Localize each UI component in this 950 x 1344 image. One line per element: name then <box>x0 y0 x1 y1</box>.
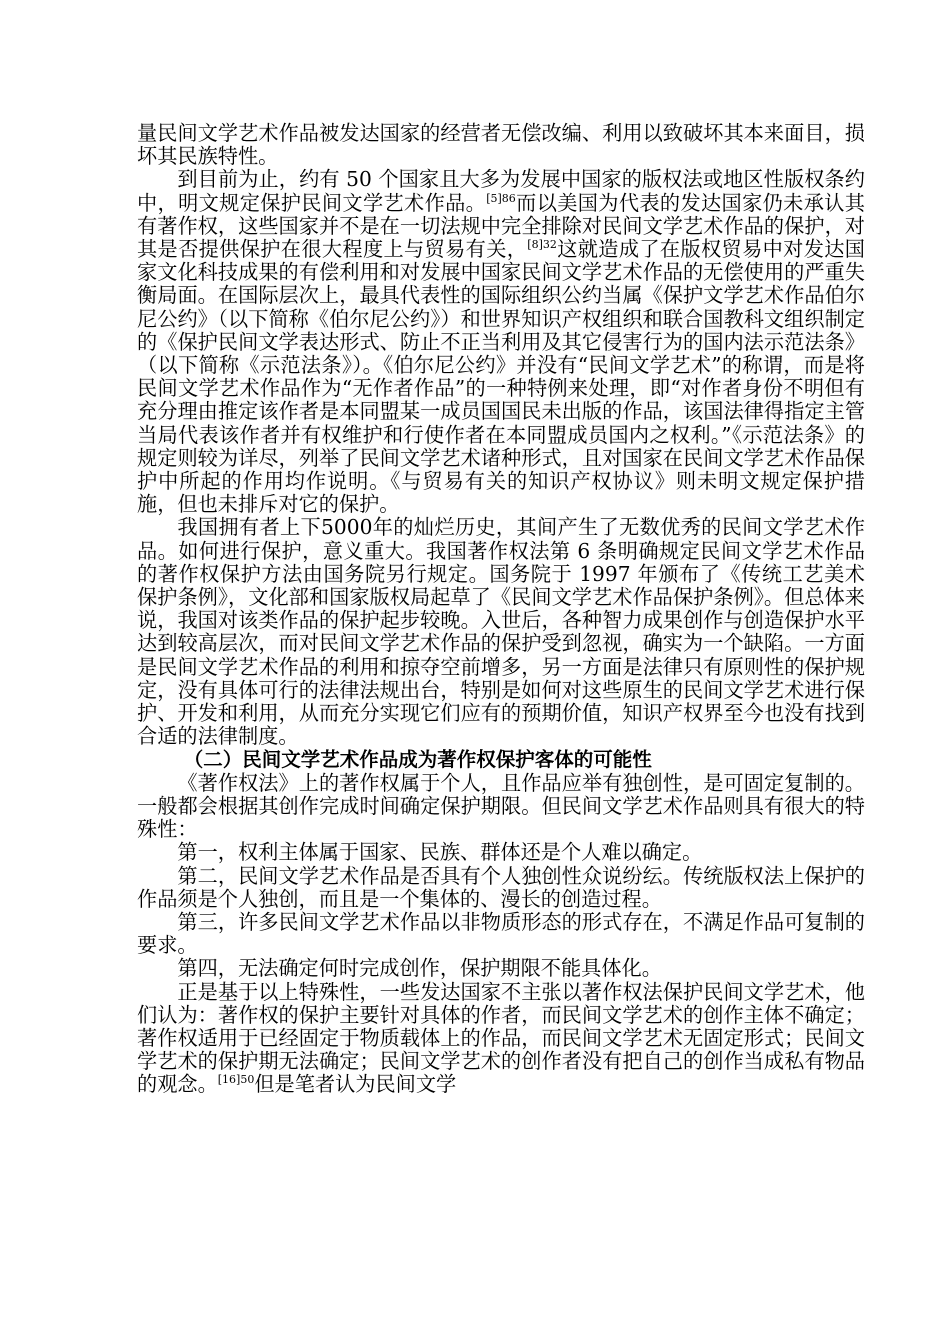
body-paragraph <box>137 841 865 864</box>
paragraph-text: 第三，许多民间文学艺术作品以非物质形态的形式存在，不满足作品可复制的要求。 <box>137 909 865 958</box>
citation-superscript: [8]32 <box>527 238 557 252</box>
paragraph-text: 我国拥有者上下5000年的灿烂历史，其间产生了无数优秀的民间文学艺术作品。如何进行保护，意义重大。我国著作权法第 6 条明确规定民间文学艺术作品的著作权保护方法由国务院另行规定。国务院于 1997 年颁布了《传统工艺美术保护条例》，文化部和国家版权局起草了《民间文学艺术作品保护条例》。但总体来说，我国对该类作品的保护起步较晚。入世后，各种智力成果创作与创造保护水平达到较高层次，而对民间文学艺术作品的保护受到忽视，确实为一个缺陷。一方面是民间文学艺术作品的利用和掠夺空前增多，另一方面是法律只有原则性的保护规定，没有具体可行的法律法规出台，特别是如何对这些原生的民间文学艺术进行保护、开发和利用，从而充分实现它们应有的预期价值，知识产权界至今也没有找到合适的法律制度。 <box>137 515 865 749</box>
body-paragraph <box>137 168 865 516</box>
body-paragraph <box>137 865 865 911</box>
paragraph-text: 到目前为止，约有 50 个国家且大多为发展中国家的版权法或地区性版权条约中，明文规定保护民间文学艺术作品。 <box>137 167 865 215</box>
heading-text: （二）民间文学艺术作品成为著作权保护客体的可能性 <box>183 748 652 772</box>
paragraph-text: 第四，无法确定何时完成创作，保护期限不能具体化。 <box>177 956 662 981</box>
paragraph-text: 量民间文学艺术作品被发达国家的经营者无偿改编、利用以致破坏其本来面目，损坏其民族特性。 <box>137 121 865 169</box>
document-page <box>137 122 865 1097</box>
body-paragraph <box>137 911 865 957</box>
body-paragraph <box>137 516 865 748</box>
paragraph-text: 这就造成了在版权贸易中对发达国家文化科技成果的有偿利用和对发展中国家民间文学艺术作品的无偿使用的严重失衡局面。在国际层次上，最具代表性的国际组织公约当属《保护文学艺术作品伯尔尼公约》（以下简称《伯尔尼公约》）和世界知识产权组织和联合国教科文组织制定的《保护民间文学表达形式、防止不正当利用及其它侵害行为的国内法示范法条》（以下简称《示范法条》）。《伯尔尼公约》并没有“民间文学艺术”的称谓，而是将民间文学艺术作品作为“无作者作品”的一种特例来处理，即“对作者身份不明但有充分理由推定该作者是本同盟某一成员国国民未出版的作品，该国法律得指定主管当局代表该作者并有权维护和行使作者在本同盟成员国内之权利。”《示范法条》的规定则较为详尽，列举了民间文学艺术诸种形式，且对国家在民间文学艺术作品保护中所起的作用均作说明。《与贸易有关的知识产权协议》则未明文规定保护措施，但也未排斥对它的保护。 <box>137 237 865 517</box>
paragraph-text: 但是笔者认为民间文学 <box>254 1072 457 1097</box>
body-paragraph <box>137 957 865 980</box>
paragraph-text: 正是基于以上特殊性，一些发达国家不主张以著作权法保护民间文学艺术，他们认为：著作权的保护主要针对具体的作者，而民间文学艺术的创作主体不确定；著作权适用于已经固定于物质载体上的作品，而民间文学艺术无固定形式；民间文学艺术的保护期无法确定；民间文学艺术的创作者没有把自己的创作当成私有物品的观念。 <box>137 979 865 1097</box>
section-heading <box>137 748 865 771</box>
paragraph-text: 第一，权利主体属于国家、民族、群体还是个人难以确定。 <box>177 840 703 865</box>
citation-superscript: [16]50 <box>217 1073 255 1087</box>
paragraph-text: 《著作权法》上的著作权属于个人，且作品应举有独创性，是可固定复制的。一般都会根据其创作完成时间确定保护期限。但民间文学艺术作品则具有很大的特殊性： <box>137 770 865 842</box>
body-paragraph <box>137 981 865 1097</box>
paragraph-text: 第二，民间文学艺术作品是否具有个人独创性众说纷纭。传统版权法上保护的作品须是个人独创，而且是一个集体的、漫长的创造过程。 <box>137 863 865 911</box>
paragraph-text: 而以美国为代表的发达国家仍未承认其有著作权，这些国家并不是在一切法规中完全排除对民间文学艺术作品的保护，对其是否提供保护在很大程度上与贸易有关， <box>137 190 865 262</box>
citation-superscript: [5]86 <box>486 191 516 205</box>
body-paragraph <box>137 122 865 168</box>
body-paragraph <box>137 772 865 842</box>
